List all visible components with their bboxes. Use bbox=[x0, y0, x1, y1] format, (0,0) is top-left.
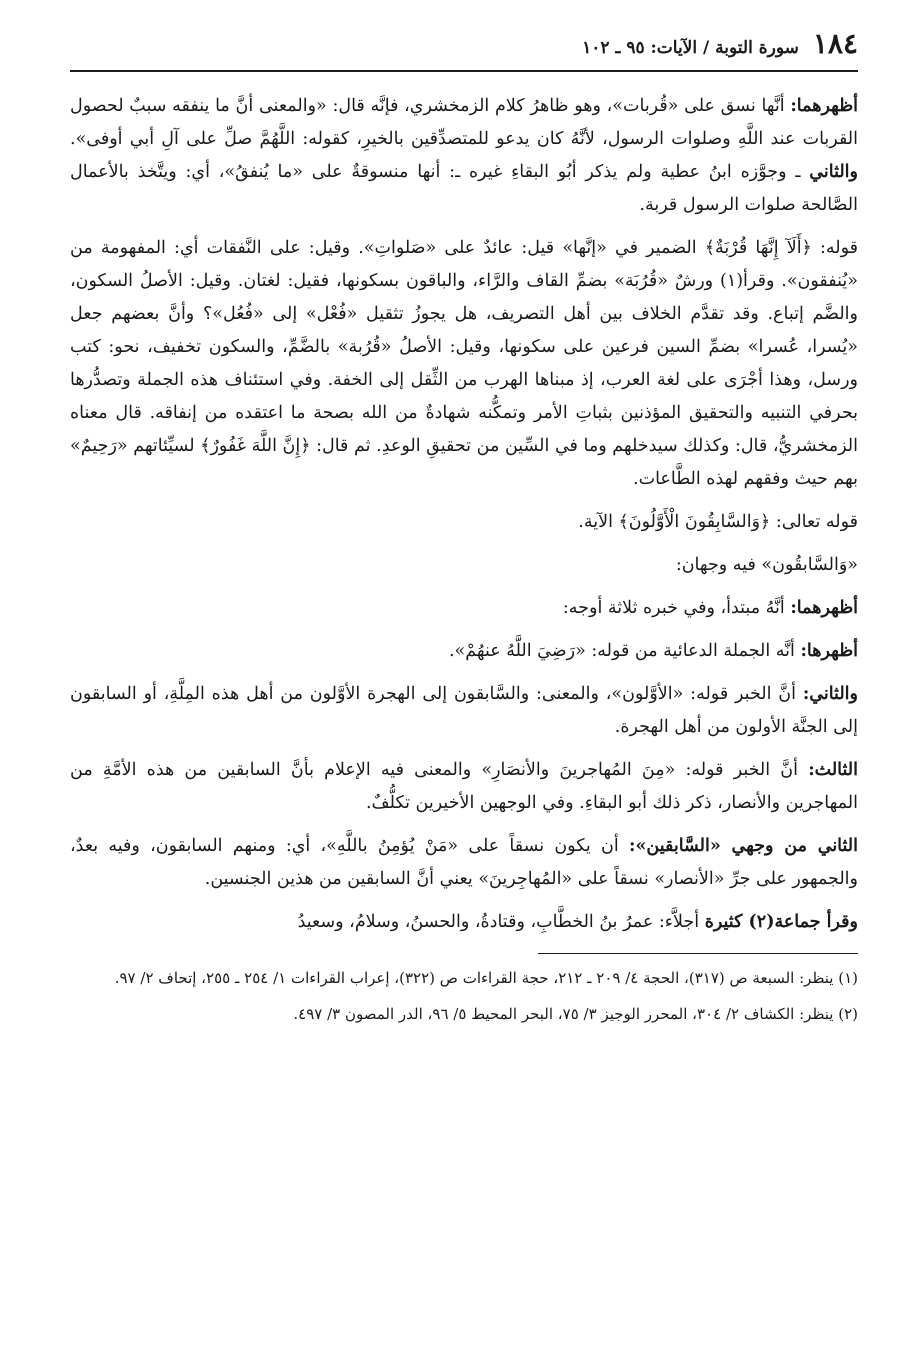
paragraph-text: أن يكون نسقاً على «مَنْ يُؤمِنُ باللَّهِ»، أي: ومنهم السابقون، وفيه بعدٌ، والجمهور على جرِّ «الأنصار» نسقاً على «المُهاجِرينَ» يعني أنَّ السابقين من هذين الجنسين. bbox=[70, 836, 858, 889]
paragraph bbox=[70, 678, 858, 744]
paragraph-text: أنَّ الخبر قوله: «الأوَّلون»، والمعنى: والسَّابقون إلى الهجرة الأوَّلون من أهل هذه المِلَّةِ، أو السابقون إلى الجنَّة الأولون من أهل الهجرة. bbox=[70, 684, 858, 737]
paragraph-lead: وقرأ جماعة(٢) كثيرة bbox=[704, 912, 858, 932]
footnote-rule bbox=[538, 953, 858, 954]
paragraph bbox=[70, 830, 858, 896]
paragraph-lead: والثاني: bbox=[802, 684, 858, 704]
footnote: (١) ينظر: السبعة ص (٣١٧)، الحجة ٤/ ٢٠٩ ـ ٢١٢، حجة القراءات ص (٣٢٢)، إعراب القراءات ١/ ٢٥٤ ـ ٢٥٥، إتحاف ٢/ ٩٧. bbox=[114, 969, 858, 987]
paragraph-text: «وَالسَّابقُون» فيه وجهان: bbox=[675, 555, 858, 575]
paragraph-lead: الثاني من وجهي «السَّابقين»: bbox=[628, 836, 858, 856]
paragraph-text: أنَّه الجملة الدعائية من قوله: «رَضِيَ اللَّهُ عنهُمْ». bbox=[448, 641, 801, 661]
paragraph bbox=[70, 232, 858, 496]
paragraph-text: أنَّهُ مبتدأ، وفي خبره ثلاثة أوجه: bbox=[562, 598, 791, 618]
paragraph bbox=[70, 549, 858, 582]
page-header bbox=[70, 27, 858, 72]
paragraph-lead: أظهرهما: bbox=[790, 96, 858, 116]
paragraph bbox=[70, 754, 858, 820]
paragraph-text: أجلاَّء: عمرُ بنُ الخطَّابِ، وقتادةُ، والحسنُ، وسلامُ، وسعيدُ bbox=[297, 912, 705, 932]
paragraph bbox=[70, 506, 858, 539]
footnotes bbox=[70, 964, 858, 1028]
paragraph-text: قوله: ﴿أَلَآ إِنَّهَا قُرْبَةٌ﴾ الضمير في «إنَّها» قيل: عائدٌ على «صَلواتِ». وقيل: على النَّفقات أي: المفهومة من «يُنفقون». وقرأ(١) ورشٌ «قُرُبَة» بضمِّ القاف والرَّاء، والباقون بسكونها، فقيل: لغتان. وقيل: الأصلُ السكون، والضَّم إتباع. وقد تقدَّم الخلاف بين أهل التصريف، هل يجوزُ تثقيل «فُعْل» إلى «فُعُل»؟ وأنَّ بعضهم جعل «يُسرا، عُسرا» بضمِّ السين فرعين على سكونها، وقيل: الأصلُ «قُرُبة» بالضَّمِّ، والسكون تخفيف، نحو: كتب ورسل، وهذا أجْرَى على لغة العرب، إذ مبناها الهرب من الثِّقل إلى الخفة. وفي استئناف هذه الجملة وتصدُّرها بحرفي التنبيه والتحقيق المؤذنين بثباتِ الأمر وتمكُّنه شهادةٌ من الله بصحة ما اعتقده من إنفاقه. قال معناه الزمخشريُّ، قال: وكذلك سيدخلهم وما في السِّين من تحقيقِ الوعدِ. ثم قال: ﴿إِنَّ اللَّهَ غَفُورٌ﴾ لسيِّئاتهم «رَحِيمٌ» بهم حيث وفقهم لهذه الطَّاعات. bbox=[70, 238, 858, 489]
paragraph-text: ـ وجوَّزه ابنُ عطية ولم يذكر أبُو البقاءِ غيره ـ: أنها منسوقةٌ على «ما يُنفقُ»، أي: ويتَّخذ بالأعمال الصَّالحة صلوات الرسول قربة. bbox=[70, 162, 858, 215]
page-number: ١٨٤ bbox=[812, 27, 858, 60]
paragraph-lead: والثاني bbox=[809, 162, 858, 182]
paragraph bbox=[70, 592, 858, 625]
paragraph bbox=[70, 90, 858, 222]
paragraph-text: أنَّ الخبر قوله: «مِنَ المُهاجرينَ والأنصَارِ» والمعنى فيه الإعلام بأنَّ السابقين من هذه الأمَّةِ من المهاجرين والأنصار، ذكر ذلك أبو البقاءِ. وفي الوجهين الأخيرين تكلُّفٌ. bbox=[70, 760, 858, 813]
main-text bbox=[70, 90, 858, 939]
paragraph-text: قوله تعالى: ﴿وَالسَّابِقُونَ الْأَوَّلُونَ﴾ الآية. bbox=[578, 512, 858, 532]
footnote: (٢) ينظر: الكشاف ٢/ ٣٠٤، المحرر الوجيز ٣/ ٧٥، البحر المحيط ٥/ ٩٦، الدر المصون ٣/ ٤٩٧. bbox=[293, 1005, 858, 1023]
paragraph bbox=[70, 906, 858, 939]
paragraph-lead: الثالث: bbox=[808, 760, 858, 780]
paragraph-lead: أظهرها: bbox=[800, 641, 858, 661]
paragraph-lead: أظهرهما: bbox=[790, 598, 858, 618]
paragraph-text: أنَّها نسق على «قُربات»، وهو ظاهرُ كلام الزمخشري، فإنَّه قال: «والمعنى أنَّ ما ينفقه سببٌ لحصول القربات عند اللَّهِ وصلوات الرسول، لأنَّهُ كان يدعو للمتصدِّقين بالخيرِ، كقوله: اللَّهُمَّ صلِّ على آلِ أبي أوفى». bbox=[70, 96, 858, 149]
running-title: سورة التوبة / الآيات: ٩٥ ـ ١٠٢ bbox=[582, 38, 799, 58]
paragraph bbox=[70, 635, 858, 668]
